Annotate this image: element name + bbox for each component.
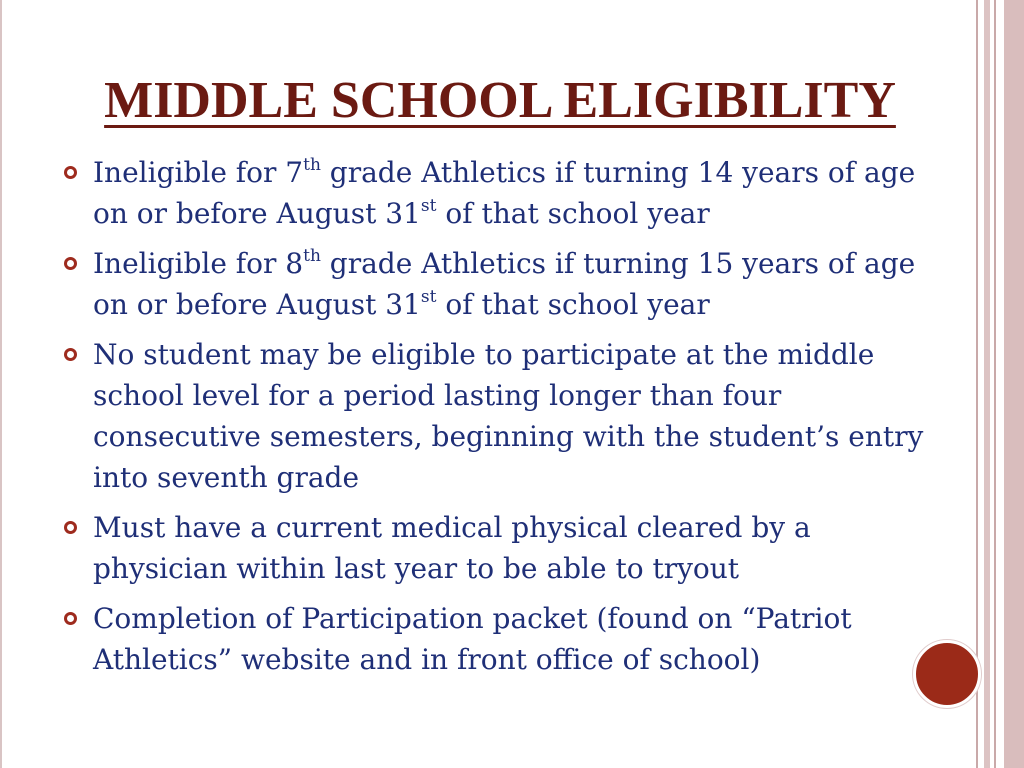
bullet-text-part: grade Athletics if turning 15 years of age on or before August 31 xyxy=(93,247,916,321)
open-circle-bullet-icon xyxy=(64,612,77,625)
bullet-list xyxy=(62,152,952,689)
bullet-text-part: grade Athletics if turning 14 years of age on or before August 31 xyxy=(93,156,916,230)
bullet-text: No student may be eligible to participate at the middle school level for a period lasting longer than four consecutive semesters, beginning with the student’s entry into seventh grade xyxy=(93,338,924,494)
slide-title: MIDDLE SCHOOL ELIGIBILITY xyxy=(104,72,896,129)
bullet-item xyxy=(62,507,952,589)
stripe xyxy=(1004,0,1024,768)
bullet-text-part: Ineligible for 8 xyxy=(93,247,304,280)
open-circle-bullet-icon xyxy=(64,257,77,270)
bullet-item xyxy=(62,152,952,234)
bullet-text-part: Ineligible for 7 xyxy=(93,156,304,189)
bullet-text: Completion of Participation packet (found on “Patriot Athletics” website and in front office of school) xyxy=(93,602,852,676)
open-circle-bullet-icon xyxy=(64,166,77,179)
bullet-text: Must have a current medical physical cleared by a physician within last year to be able to tryout xyxy=(93,511,811,585)
filled-circle-decoration-icon xyxy=(913,640,981,708)
bullet-text-part: of that school year xyxy=(436,288,710,321)
ordinal-suffix: st xyxy=(420,195,437,216)
bullet-text-part: of that school year xyxy=(436,197,710,230)
open-circle-bullet-icon xyxy=(64,521,77,534)
bullet-item xyxy=(62,243,952,325)
ordinal-suffix: st xyxy=(420,286,437,307)
bullet-item xyxy=(62,598,952,680)
ordinal-suffix: th xyxy=(303,154,321,175)
open-circle-bullet-icon xyxy=(64,348,77,361)
ordinal-suffix: th xyxy=(303,245,321,266)
bullet-item xyxy=(62,334,952,498)
